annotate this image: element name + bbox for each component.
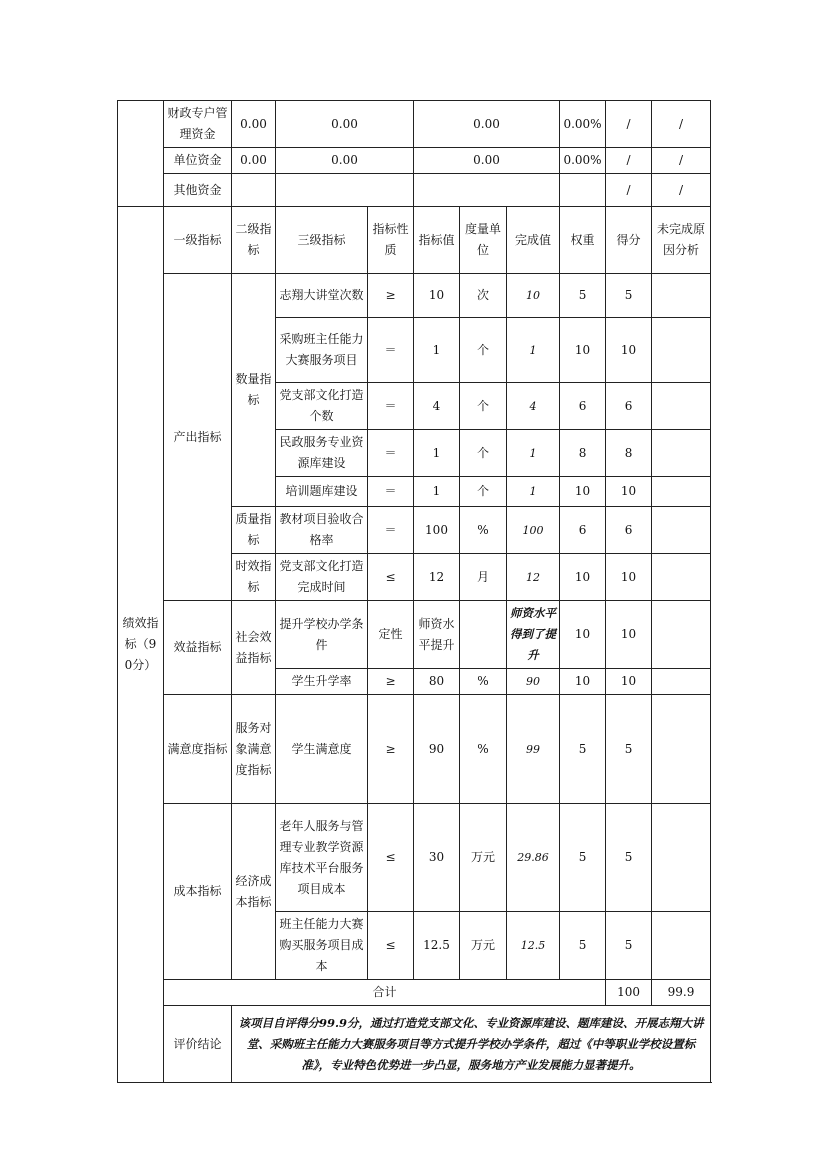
- indicator-weight: 6: [560, 383, 606, 430]
- indicator-weight: 6: [560, 507, 606, 554]
- indicator-nature: ≥: [368, 669, 414, 695]
- indicator-weight: 10: [560, 477, 606, 507]
- fund-adjusted: [276, 174, 414, 207]
- header-actual: 完成值: [507, 207, 560, 274]
- fund-weight: /: [606, 101, 652, 148]
- indicator-unit: 个: [460, 477, 507, 507]
- indicator-name: 学生满意度: [276, 695, 368, 804]
- indicator-weight: 8: [560, 430, 606, 477]
- performance-table: [117, 100, 711, 1083]
- indicator-unit: %: [460, 669, 507, 695]
- fund-rate: 0.00%: [560, 148, 606, 174]
- group-satisfaction: 满意度指标: [164, 695, 232, 804]
- indicator-weight: 5: [560, 695, 606, 804]
- indicator-target: 1: [414, 477, 460, 507]
- fund-executed: 0.00: [414, 101, 560, 148]
- group-cost: 成本指标: [164, 804, 232, 980]
- indicator-unit: 次: [460, 274, 507, 318]
- indicator-reason: [652, 507, 711, 554]
- subgroup-economic: 经济成本指标: [232, 804, 276, 980]
- total-weight: 100: [606, 980, 652, 1006]
- indicator-reason: [652, 430, 711, 477]
- indicator-nature: ＝: [368, 318, 414, 383]
- indicator-target: 90: [414, 695, 460, 804]
- indicator-actual: 师资水平得到了提升: [507, 601, 560, 669]
- indicator-unit: 月: [460, 554, 507, 601]
- indicator-target: 12: [414, 554, 460, 601]
- fund-name: 其他资金: [164, 174, 232, 207]
- indicator-weight: 5: [560, 274, 606, 318]
- indicator-actual: 90: [507, 669, 560, 695]
- header-target: 指标值: [414, 207, 460, 274]
- indicator-nature: ＝: [368, 430, 414, 477]
- total-row: [118, 980, 711, 1006]
- indicator-unit: 个: [460, 430, 507, 477]
- fund-row: [118, 148, 711, 174]
- indicator-name: 老年人服务与管理专业教学资源库技术平台服务项目成本: [276, 804, 368, 912]
- indicator-nature: ＝: [368, 383, 414, 430]
- indicator-reason: [652, 912, 711, 980]
- indicator-row: [118, 274, 711, 318]
- indicator-actual: 1: [507, 430, 560, 477]
- indicator-actual: 4: [507, 383, 560, 430]
- indicator-nature: ≤: [368, 912, 414, 980]
- indicator-unit: %: [460, 695, 507, 804]
- fund-row: [118, 174, 711, 207]
- indicator-target: 4: [414, 383, 460, 430]
- indicator-target: 100: [414, 507, 460, 554]
- indicator-name: 党支部文化打造完成时间: [276, 554, 368, 601]
- indicator-score: 10: [606, 669, 652, 695]
- indicator-score: 6: [606, 383, 652, 430]
- indicator-target: 10: [414, 274, 460, 318]
- indicator-name: 民政服务专业资源库建设: [276, 430, 368, 477]
- conclusion-label: 评价结论: [164, 1006, 232, 1083]
- subgroup-social: 社会效益指标: [232, 601, 276, 695]
- fund-budget: 0.00: [232, 101, 276, 148]
- indicator-target: 30: [414, 804, 460, 912]
- indicator-score: 5: [606, 912, 652, 980]
- subgroup-quality: 质量指标: [232, 507, 276, 554]
- indicator-nature: ≥: [368, 695, 414, 804]
- fund-budget: [232, 174, 276, 207]
- indicator-score: 6: [606, 507, 652, 554]
- indicator-name: 党支部文化打造个数: [276, 383, 368, 430]
- fund-name: 单位资金: [164, 148, 232, 174]
- conclusion-row: [118, 1006, 711, 1083]
- indicator-reason: [652, 318, 711, 383]
- indicator-reason: [652, 274, 711, 318]
- indicator-actual: 100: [507, 507, 560, 554]
- indicator-score: 5: [606, 274, 652, 318]
- indicator-name: 培训题库建设: [276, 477, 368, 507]
- indicator-actual: 1: [507, 477, 560, 507]
- header-weight: 权重: [560, 207, 606, 274]
- indicator-nature: ≥: [368, 274, 414, 318]
- section-label: 绩效指标（90分）: [118, 207, 164, 1083]
- indicator-unit: %: [460, 507, 507, 554]
- conclusion-text: 该项目自评得分99.9分，通过打造党支部文化、专业资源库建设、题库建设、开展志翔大讲堂、采购班主任能力大赛服务项目等方式提升学校办学条件，超过《中等职业学校设置标准》，专业特色优势进一步凸显，服务地方产业发展能力显著提升。: [232, 1006, 711, 1083]
- fund-adjusted: 0.00: [276, 101, 414, 148]
- fund-row: [118, 101, 711, 148]
- indicator-unit: 万元: [460, 912, 507, 980]
- indicator-target: 1: [414, 318, 460, 383]
- indicator-score: 10: [606, 477, 652, 507]
- indicator-name: 学生升学率: [276, 669, 368, 695]
- total-score: 99.9: [652, 980, 711, 1006]
- indicator-target: 师资水平提升: [414, 601, 460, 669]
- fund-name: 财政专户管理资金: [164, 101, 232, 148]
- indicator-weight: 5: [560, 804, 606, 912]
- indicator-row: [118, 601, 711, 669]
- fund-weight: /: [606, 148, 652, 174]
- indicator-reason: [652, 601, 711, 669]
- header-unit: 度量单位: [460, 207, 507, 274]
- indicator-reason: [652, 554, 711, 601]
- indicator-score: 10: [606, 601, 652, 669]
- indicator-reason: [652, 804, 711, 912]
- indicator-actual: 12: [507, 554, 560, 601]
- group-benefit: 效益指标: [164, 601, 232, 695]
- indicator-weight: 10: [560, 318, 606, 383]
- fund-rate: [560, 174, 606, 207]
- fund-weight: /: [606, 174, 652, 207]
- indicator-score: 8: [606, 430, 652, 477]
- indicator-nature: ≤: [368, 804, 414, 912]
- header-nature: 指标性质: [368, 207, 414, 274]
- indicator-name: 提升学校办学条件: [276, 601, 368, 669]
- indicator-nature: 定性: [368, 601, 414, 669]
- fund-score: /: [652, 148, 711, 174]
- indicator-score: 10: [606, 318, 652, 383]
- indicator-score: 5: [606, 695, 652, 804]
- indicator-name: 教材项目验收合格率: [276, 507, 368, 554]
- indicator-row: [118, 804, 711, 912]
- indicator-name: 志翔大讲堂次数: [276, 274, 368, 318]
- indicator-actual: 10: [507, 274, 560, 318]
- indicator-actual: 1: [507, 318, 560, 383]
- indicator-nature: ＝: [368, 507, 414, 554]
- total-label: 合计: [164, 980, 606, 1006]
- indicator-actual: 29.86: [507, 804, 560, 912]
- fund-executed: [414, 174, 560, 207]
- subgroup-service: 服务对象满意度指标: [232, 695, 276, 804]
- indicator-score: 5: [606, 804, 652, 912]
- indicator-reason: [652, 669, 711, 695]
- group-output: 产出指标: [164, 274, 232, 601]
- fund-score: /: [652, 101, 711, 148]
- header-reason: 未完成原因分析: [652, 207, 711, 274]
- indicator-actual: 99: [507, 695, 560, 804]
- subgroup-quantity: 数量指标: [232, 274, 276, 507]
- indicator-reason: [652, 383, 711, 430]
- indicator-weight: 10: [560, 554, 606, 601]
- indicator-name: 班主任能力大赛购买服务项目成本: [276, 912, 368, 980]
- indicator-name: 采购班主任能力大赛服务项目: [276, 318, 368, 383]
- indicator-target: 12.5: [414, 912, 460, 980]
- indicator-weight: 10: [560, 669, 606, 695]
- indicator-unit: 万元: [460, 804, 507, 912]
- header-level2: 二级指标: [232, 207, 276, 274]
- indicator-nature: ＝: [368, 477, 414, 507]
- indicator-target: 1: [414, 430, 460, 477]
- indicator-nature: ≤: [368, 554, 414, 601]
- indicator-score: 10: [606, 554, 652, 601]
- indicator-actual: 12.5: [507, 912, 560, 980]
- header-score: 得分: [606, 207, 652, 274]
- indicator-unit: 个: [460, 318, 507, 383]
- indicator-target: 80: [414, 669, 460, 695]
- fund-score: /: [652, 174, 711, 207]
- funds-label-cell: [118, 101, 164, 207]
- indicator-unit: 个: [460, 383, 507, 430]
- header-row: [118, 207, 711, 274]
- subgroup-timeliness: 时效指标: [232, 554, 276, 601]
- fund-adjusted: 0.00: [276, 148, 414, 174]
- fund-budget: 0.00: [232, 148, 276, 174]
- indicator-row: [118, 695, 711, 804]
- indicator-weight: 5: [560, 912, 606, 980]
- fund-executed: 0.00: [414, 148, 560, 174]
- indicator-unit: [460, 601, 507, 669]
- indicator-weight: 10: [560, 601, 606, 669]
- header-level1: 一级指标: [164, 207, 232, 274]
- indicator-reason: [652, 695, 711, 804]
- indicator-reason: [652, 477, 711, 507]
- fund-rate: 0.00%: [560, 101, 606, 148]
- header-level3: 三级指标: [276, 207, 368, 274]
